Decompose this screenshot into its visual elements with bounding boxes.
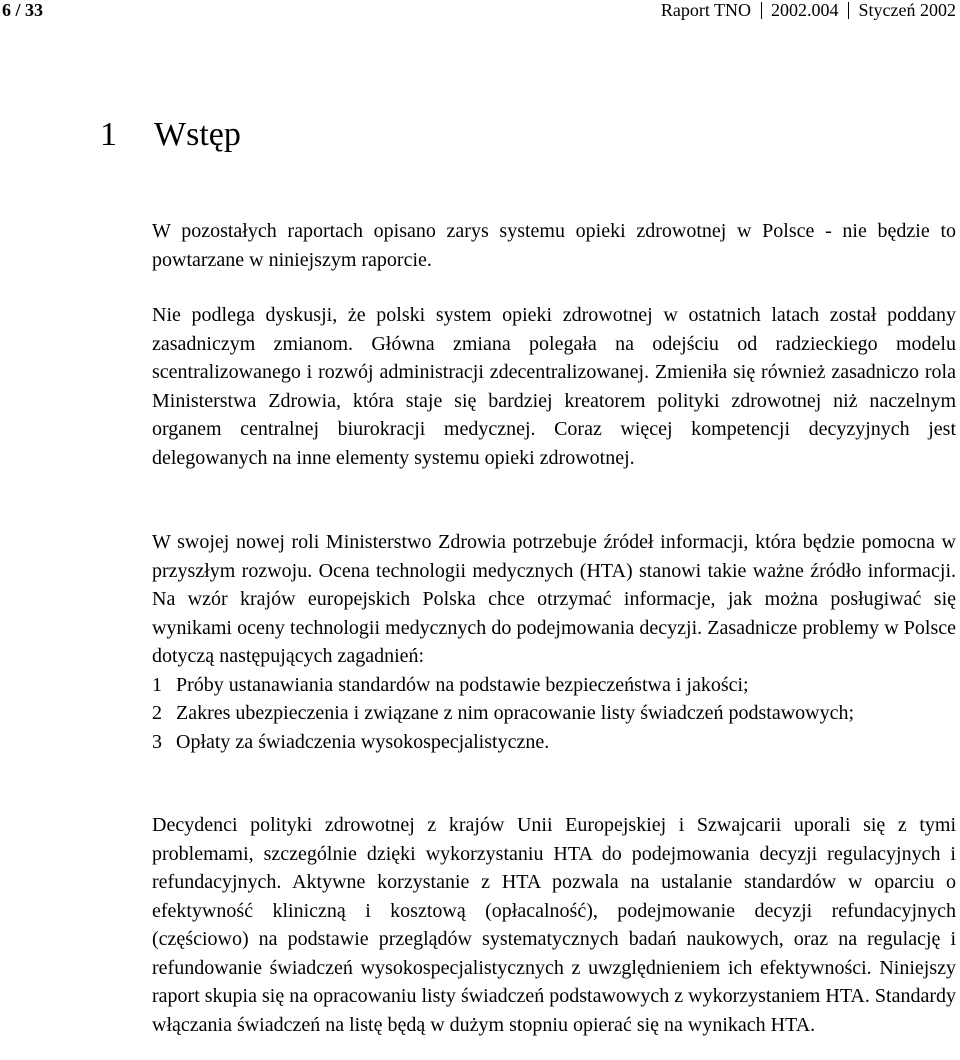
paragraph-3: W swojej nowej roli Ministerstwo Zdrowia potrzebuje źródeł informacji, która będzie pomocna w przyszłym rozwoju. Ocena technologii medycznych (HTA) stanowi takie ważne źródło informacji. Na wzór krajów europejskich Polska chce otrzymać informacje, jak można posługiwać się wynikami oceny technologii medycznych do podejmowania decyzji. Zasadnicze problemy w Polsce dotyczą następujących zagadnień: [152,531,956,667]
list-item-text: Próby ustanawiania standardów na podstawie bezpieczeństwa i jakości; [176,673,749,696]
report-info [661,0,956,20]
section-number: 1 [100,116,117,153]
paragraph-4: Decydenci polityki zdrowotnej z krajów Unii Europejskiej i Szwajcarii uporali się z tymi problemami, szczególnie dzięki wykorzystaniu HTA do podejmowania decyzji regulacyjnych i refundacyjnych. Aktywne korzystanie z HTA pozwala na ustalanie standardów w oparciu o efektywność kliniczną i kosztową (opłacalność), podejmowanie decyzji refundacyjnych (częściowo) na podstawie przeglądów systematycznych badań naukowych, oraz na regulację i refundowanie świadczeń wysokospecjalistycznych z uwzględnieniem ich efektywności. Niniejszy raport skupia się na opracowaniu listy świadczeń podstawowych z wykorzystaniem HTA. Standardy włączania świadczeń na listę będą w dużym stopniu opierać się na wynikach HTA. [152,814,956,1036]
list-item-text: Opłaty za świadczenia wysokospecjalistyczne. [176,730,550,753]
paragraph-2: Nie podlega dyskusji, że polski system opieki zdrowotnej w ostatnich latach został poddany zasadniczym zmianom. Główna zmiana polegała na odejściu od radzieckiego modelu scentralizowanego i rozwój administracji zdecentralizowanej. Zmieniła się również zasadniczo rola Ministerstwa Zdrowia, która staje się bardziej kreatorem polityki zdrowotnej niż naczelnym organem centralnej biurokracji medycznej. Coraz więcej kompetencji decyzyjnych jest delegowanych na inne elementy systemu opieki zdrowotnej. [152,304,956,469]
page-number: 6 / 33 [2,0,44,20]
paragraph-1: W pozostałych raportach opisano zarys systemu opieki zdrowotnej w Polsce - nie będzie to powtarzane w niniejszym raporcie. [152,220,956,271]
page-header [0,0,960,24]
list-item-number: 3 [152,730,162,753]
problem-list [152,671,956,757]
list-item [152,728,956,757]
report-date: Styczeń 2002 [858,0,956,20]
header-separator [848,2,849,19]
header-separator [761,2,762,19]
section-title: Wstęp [154,116,241,153]
list-item-text: Zakres ubezpieczenia i związane z nim opracowanie listy świadczeń podstawowych; [176,702,855,724]
list-item [152,671,956,700]
list-item [152,699,956,728]
report-code: 2002.004 [771,0,839,20]
list-item-number: 2 [152,702,162,724]
list-item-number: 1 [152,673,162,696]
paragraph-3-block [152,528,956,756]
section-heading [100,113,241,157]
report-name: Raport TNO [660,0,752,20]
